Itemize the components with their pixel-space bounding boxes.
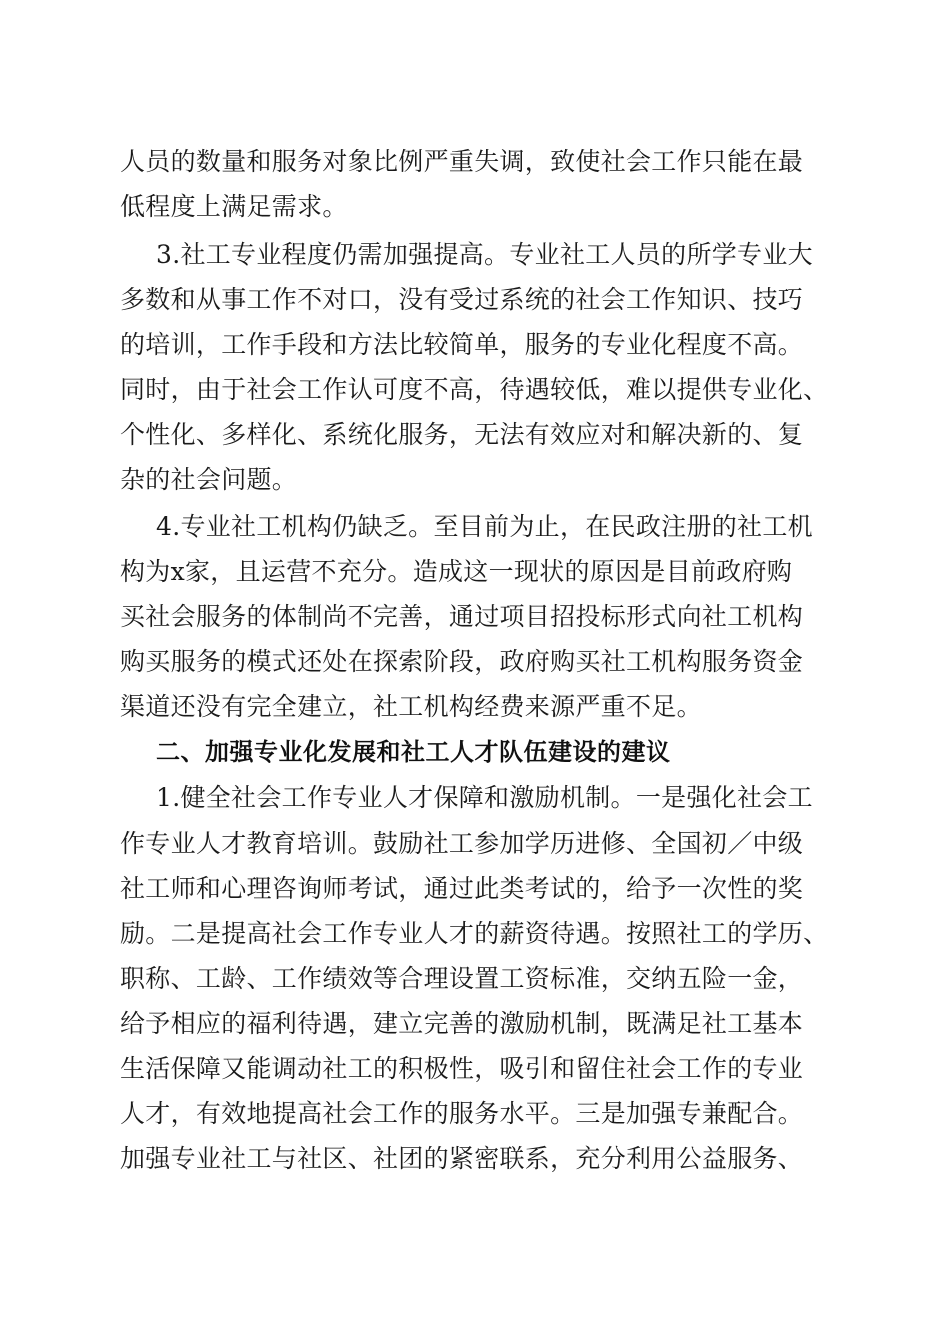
- text-line: 人员的数量和服务对象比例严重失调，致使社会工作只能在最: [120, 147, 804, 176]
- paragraph-1-start: 1.健全社会工作专业人才保障和激励机制。一是强化社会工: [156, 783, 813, 812]
- text-line: 加强专业社工与社区、社团的紧密联系，充分利用公益服务、: [120, 1144, 804, 1173]
- paragraph-3-start: 3.社工专业程度仍需加强提高。专业社工人员的所学专业大: [156, 240, 813, 269]
- text-line: 杂的社会问题。: [120, 465, 298, 494]
- text-line: 同时，由于社会工作认可度不高，待遇较低，难以提供专业化、: [120, 375, 829, 404]
- text-line: 职称、工龄、工作绩效等合理设置工资标准，交纳五险一金，: [120, 964, 804, 993]
- text-line: 生活保障又能调动社工的积极性，吸引和留住社会工作的专业: [120, 1054, 804, 1083]
- text-line: 人才，有效地提高社会工作的服务水平。三是加强专兼配合。: [120, 1099, 804, 1128]
- text-line: 的培训，工作手段和方法比较简单，服务的专业化程度不高。: [120, 330, 804, 359]
- text-line: 买社会服务的体制尚不完善，通过项目招投标形式向社工机构: [120, 602, 804, 631]
- text-line: 低程度上满足需求。: [120, 192, 348, 221]
- text-line: 构为x家，且运营不充分。造成这一现状的原因是目前政府购: [120, 557, 793, 586]
- text-line: 励。二是提高社会工作专业人才的薪资待遇。按照社工的学历、: [120, 919, 829, 948]
- text-line: 社工师和心理咨询师考试，通过此类考试的，给予一次性的奖: [120, 874, 804, 903]
- text-line: 渠道还没有完全建立，社工机构经费来源严重不足。: [120, 692, 702, 721]
- text-line: 多数和从事工作不对口，没有受过系统的社会工作知识、技巧: [120, 285, 804, 314]
- paragraph-4-start: 4.专业社工机构仍缺乏。至目前为止，在民政注册的社工机: [156, 512, 813, 541]
- section-heading: 二、加强专业化发展和社工人才队伍建设的建议: [156, 738, 671, 766]
- text-line: 个性化、多样化、系统化服务，无法有效应对和解决新的、复: [120, 420, 804, 449]
- text-line: 购买服务的模式还处在探索阶段，政府购买社工机构服务资金: [120, 647, 804, 676]
- text-line: 作专业人才教育培训。鼓励社工参加学历进修、全国初／中级: [120, 829, 804, 858]
- text-line: 给予相应的福利待遇，建立完善的激励机制，既满足社工基本: [120, 1009, 804, 1038]
